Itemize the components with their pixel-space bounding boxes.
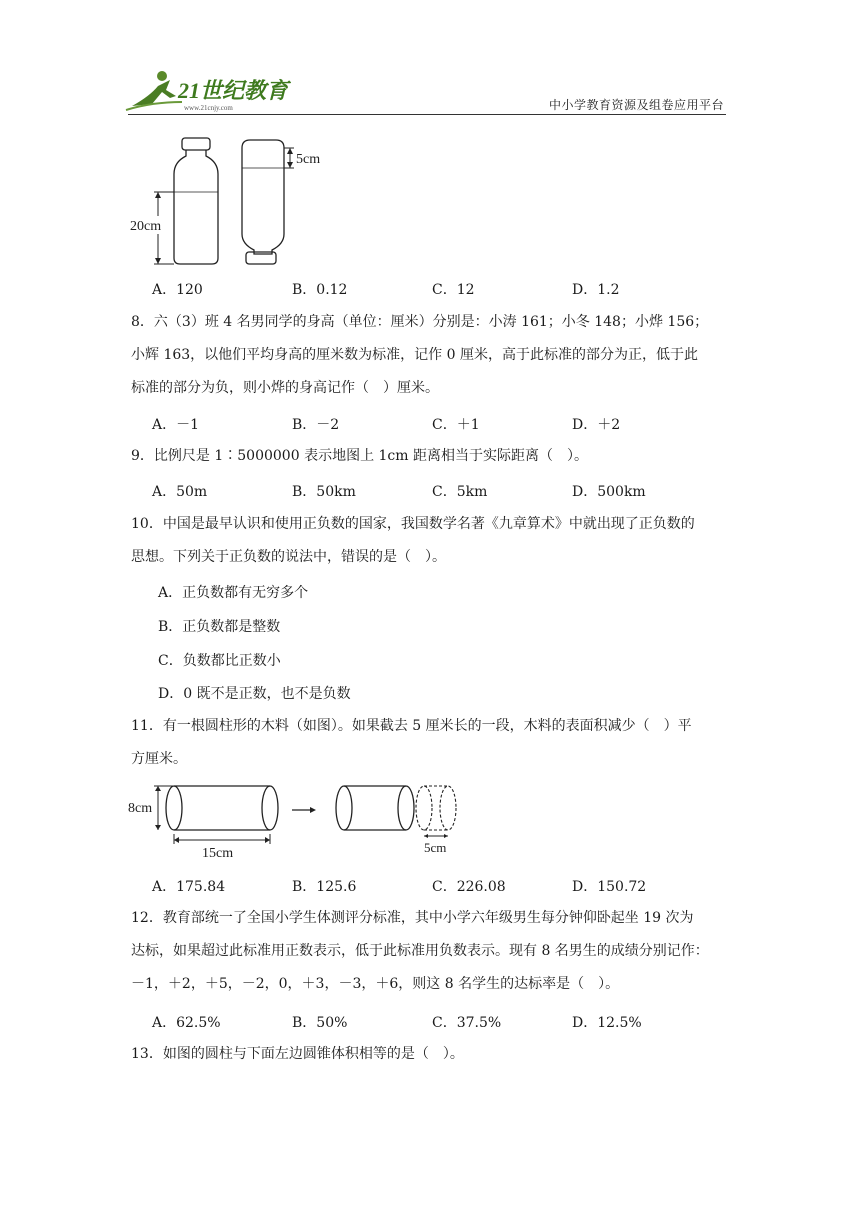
question-8 <box>131 306 729 405</box>
q12-option-a[interactable]: A．62.5% <box>152 1015 221 1031</box>
question-12 <box>131 902 729 1001</box>
q10-option-a[interactable]: A．正负数都有无穷多个 <box>158 585 309 601</box>
long-cylinder <box>166 786 278 830</box>
platform-name: 中小学教育资源及组卷应用平台 <box>548 98 724 112</box>
q9-option-b[interactable]: B．50km <box>292 484 356 500</box>
q9-option-d[interactable]: D．500km <box>572 484 646 500</box>
q11-option-b[interactable]: B．125.6 <box>292 879 357 895</box>
cylinder-figure <box>126 780 466 860</box>
q12-option-b[interactable]: B．50% <box>292 1015 348 1031</box>
q8-line-1: 8．六（3）班 4 名男同学的身高（单位：厘米）分别是：小涛 161；小冬 148；小烨 156； <box>131 314 709 330</box>
logo-text: 21世纪教育 <box>178 78 289 103</box>
length-label: 15cm <box>202 846 234 860</box>
gap-label: 5cm <box>296 152 321 167</box>
q7-option-c[interactable]: C．12 <box>432 282 475 298</box>
q11-options <box>152 876 712 896</box>
q11-option-c[interactable]: C．226.08 <box>432 879 506 895</box>
q8-line-3: 标准的部分为负，则小烨的身高记作（ ）厘米。 <box>131 380 439 396</box>
cut-piece <box>416 786 456 830</box>
q10-line-1: 10．中国是最早认识和使用正负数的国家，我国数学名著《九章算术》中就出现了正负数的 <box>131 516 695 532</box>
runner-logo-icon <box>122 66 292 114</box>
q12-option-d[interactable]: D．12.5% <box>572 1015 642 1031</box>
q10-option-c[interactable]: C．负数都比正数小 <box>158 653 281 669</box>
q11-line-2: 方厘米。 <box>131 751 187 767</box>
q8-options <box>152 414 712 434</box>
q9-options <box>152 481 712 501</box>
q8-option-d[interactable]: D．＋2 <box>572 417 621 433</box>
site-logo <box>122 66 292 114</box>
bottles-figure <box>126 134 346 274</box>
q11-option-a[interactable]: A．175.84 <box>152 879 226 895</box>
q7-option-d[interactable]: D．1.2 <box>572 282 620 298</box>
height-label: 20cm <box>130 219 162 234</box>
question-9 <box>131 440 729 473</box>
q10-line-2: 思想。下列关于正负数的说法中，错误的是（ ）。 <box>131 549 446 565</box>
q12-line-1: 12．教育部统一了全国小学生体测评分标准，其中小学六年级男生每分钟仰卧起坐 19 次为 <box>131 910 694 926</box>
q10-option-d[interactable]: D．0 既不是正数，也不是负数 <box>158 686 351 702</box>
q8-line-2: 小辉 163，以他们平均身高的厘米数为标准，记作 0 厘米，高于此标准的部分为正，低于此 <box>131 347 698 363</box>
q8-option-c[interactable]: C．＋1 <box>432 417 480 433</box>
q7-option-b[interactable]: B．0.12 <box>292 282 348 298</box>
q8-option-a[interactable]: A．－1 <box>152 417 200 433</box>
q11-option-d[interactable]: D．150.72 <box>572 879 647 895</box>
q11-line-1: 11．有一根圆柱形的木料（如图）。如果截去 5 厘米长的一段，木料的表面积减少（ ）平 <box>131 718 692 734</box>
upright-bottle <box>174 138 218 264</box>
inverted-bottle <box>242 140 284 264</box>
question-10 <box>131 508 729 574</box>
q9-option-c[interactable]: C．5km <box>432 484 488 500</box>
cut-label: 5cm <box>424 840 447 855</box>
q12-option-c[interactable]: C．37.5% <box>432 1015 502 1031</box>
short-cylinder <box>336 786 414 830</box>
q12-line-3: －1，＋2，＋5，－2，0，＋3，－3，＋6，则这 8 名学生的达标率是（ ）。 <box>131 976 620 992</box>
q10-option-b[interactable]: B．正负数都是整数 <box>158 619 281 635</box>
question-13 <box>131 1038 729 1071</box>
header-divider <box>128 114 726 115</box>
q13-line-1: 13．如图的圆柱与下面左边圆锥体积相等的是（ ）。 <box>131 1046 464 1062</box>
q12-line-2: 达标，如果超过此标准用正数表示，低于此标准用负数表示。现有 8 名男生的成绩分别记作： <box>131 943 709 959</box>
q12-options <box>152 1012 712 1032</box>
q8-option-b[interactable]: B．－2 <box>292 417 340 433</box>
q9-option-a[interactable]: A．50m <box>152 484 208 500</box>
logo-url: www.21cnjy.com <box>184 104 233 112</box>
q7-option-a[interactable]: A．120 <box>152 282 203 298</box>
q7-options <box>152 279 712 299</box>
diameter-label: 8cm <box>128 801 153 816</box>
question-11 <box>131 710 729 776</box>
q9-line-1: 9．比例尺是 1∶5000000 表示地图上 1cm 距离相当于实际距离（ ）。 <box>131 448 588 464</box>
